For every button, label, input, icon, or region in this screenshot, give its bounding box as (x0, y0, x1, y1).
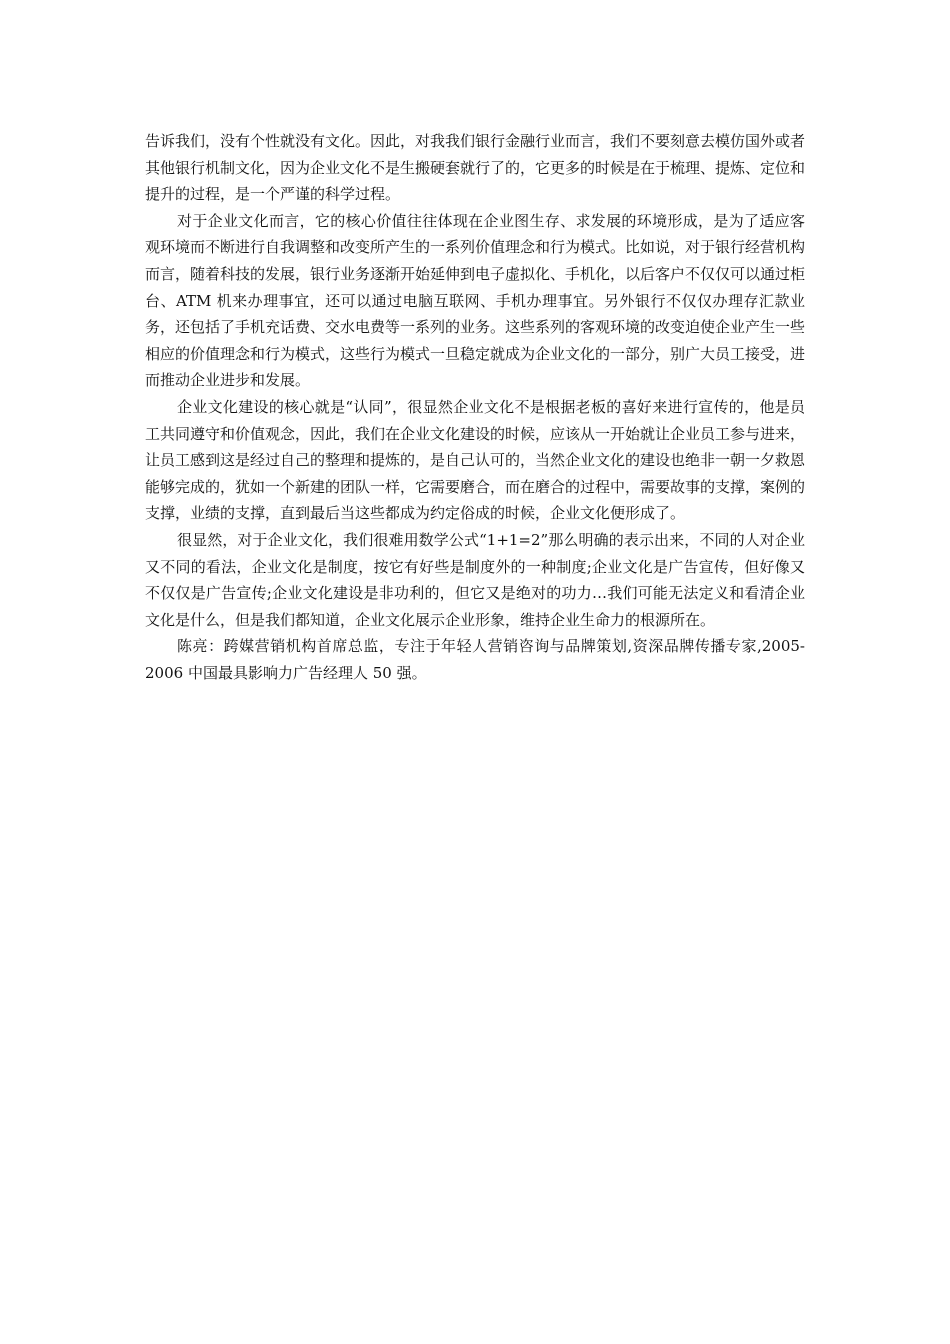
paragraph-definition: 很显然，对于企业文化，我们很难用数学公式“1+1=2”那么明确的表示出来，不同的人对企业又不同的看法，企业文化是制度，按它有好些是制度外的一种制度;企业文化是广告宣传，但好像又不仅仅是广告宣传;企业文化建设是非功利的，但它又是绝对的功力…我们可能无法定义和看清企业文化是什么，但是我们都知道，企业文化展示企业形象，维持企业生命力的根源所在。 (145, 530, 805, 629)
paragraph-continuation: 告诉我们，没有个性就没有文化。因此，对我我们银行金融行业而言，我们不要刻意去模仿国外或者其他银行机制文化，因为企业文化不是生搬硬套就行了的，它更多的时候是在于梳理、提炼、定位和提升的过程，是一个严谨的科学过程。 (145, 132, 806, 204)
paragraph-core-value: 对于企业文化而言，它的核心价值往往体现在企业图生存、求发展的环境形成，是为了适应客观环境而不断进行自我调整和改变所产生的一系列价值理念和行为模式。比如说，对于银行经营机构而言，随着科技的发展，银行业务逐渐开始延伸到电子虚拟化、手机化，以后客户不仅仅可以通过柜台、ATM 机来办理事宜，还可以通过电脑互联网、手机办理事宜。另外银行不仅仅办理存汇款业务，还包括了手机充话费、交水电费等一系列的业务。这些系列的客观环境的改变迫使企业产生一些相应的价值理念和行为模式，这些行为模式一旦稳定就成为企业文化的一部分，别广大员工接受，进而推动企业进步和发展。 (145, 211, 806, 390)
paragraph-identity: 企业文化建设的核心就是“认同”，很显然企业文化不是根据老板的喜好来进行宣传的，他是员工共同遵守和价值观念，因此，我们在企业文化建设的时候，应该从一开始就让企业员工参与进来，让员工感到这是经过自己的整理和提炼的，是自己认可的，当然企业文化的建设也绝非一朝一夕救恩能够完成的，犹如一个新建的团队一样，它需要磨合，而在磨合的过程中，需要故事的支撑，案例的支撑，业绩的支撑，直到最后当这些都成为约定俗成的时候，企业文化便形成了。 (145, 397, 806, 523)
author-bio: 陈亮：跨媒营销机构首席总监，专注于年轻人营销咨询与品牌策划,资深品牌传播专家,2005-2006 中国最具影响力广告经理人 50 强。 (145, 637, 805, 682)
document-body (145, 128, 805, 686)
